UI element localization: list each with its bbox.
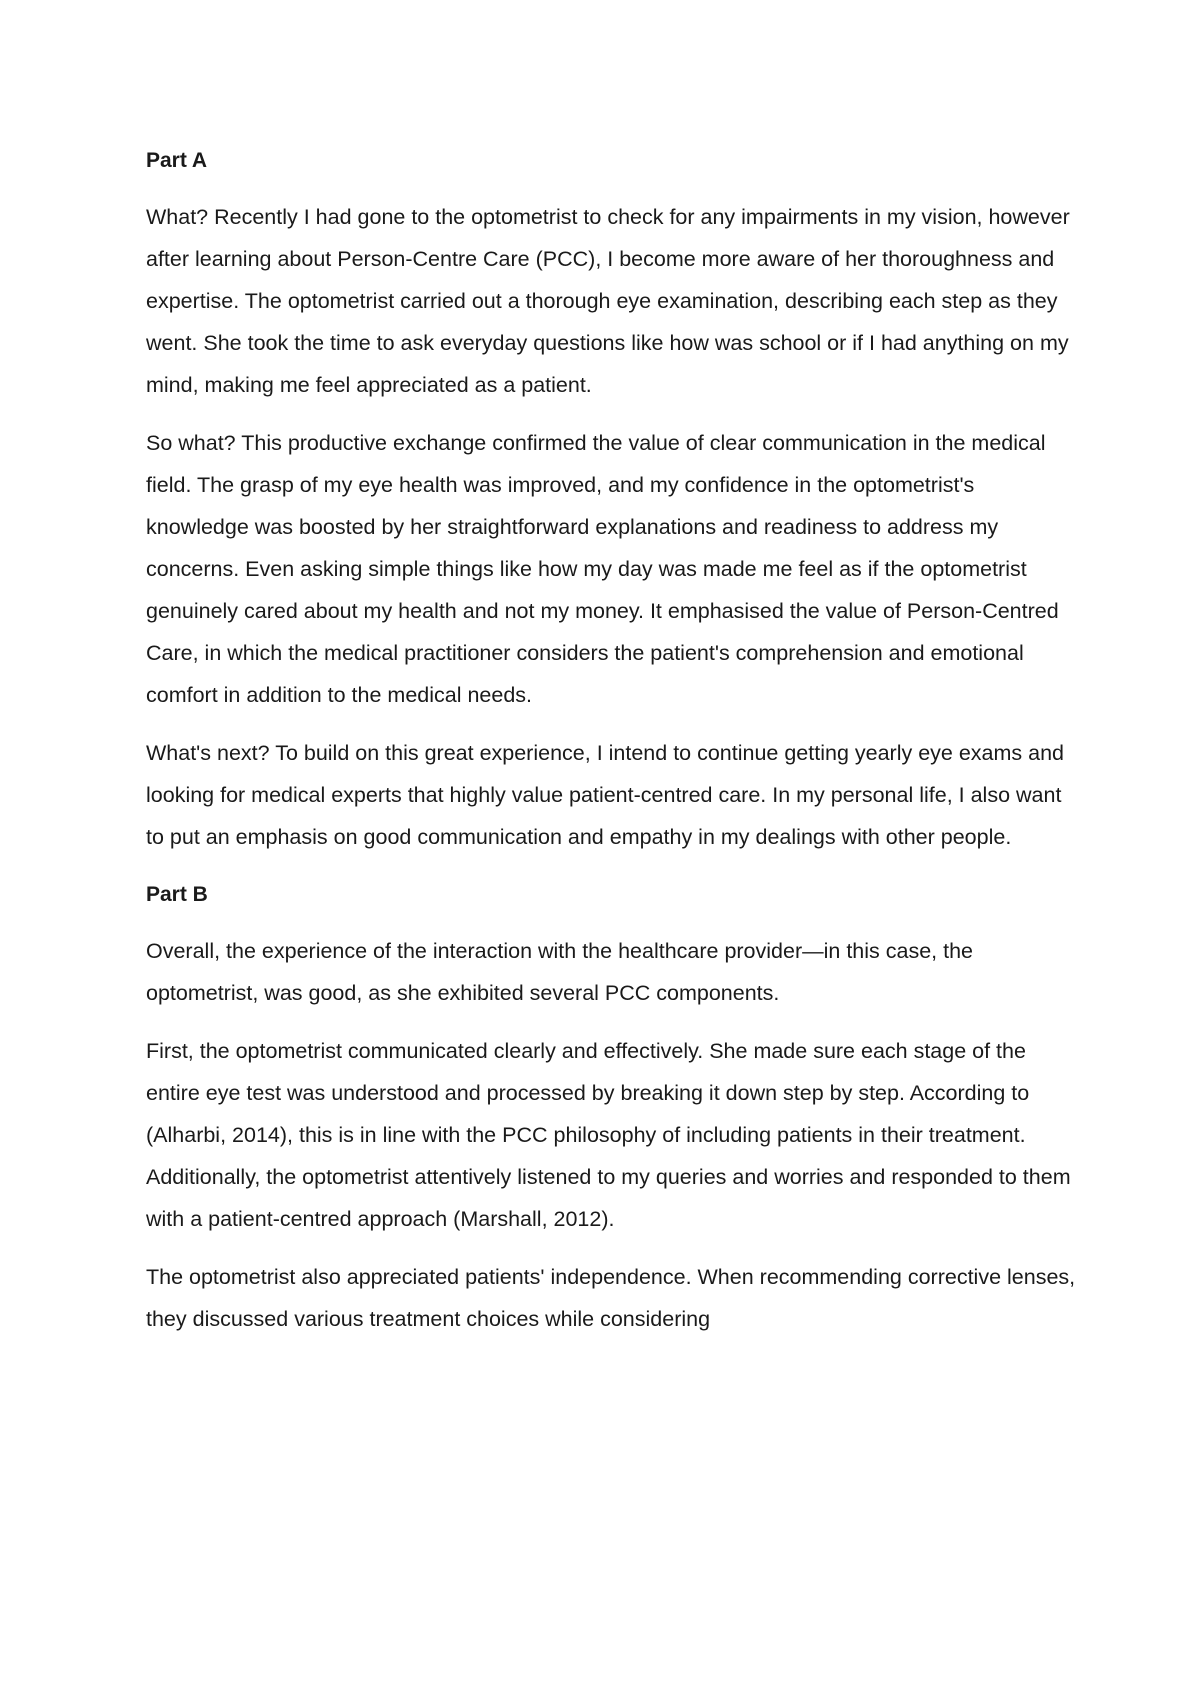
part-a-paragraph-so-what: So what? This productive exchange confirmed the value of clear communication in the medical field. The grasp of my eye health was improved, and my confidence in the optometrist's knowledge was boosted by her straightforward explanations and readiness to address my concerns. Even asking simple things like how my day was made me feel as if the optometrist genuinely cared about my health and not my money. It emphasised the value of Person-Centred Care, in which the medical practitioner considers the patient's comprehension and emotional comfort in addition to the medical needs. [146, 431, 1059, 707]
part-a-paragraph-whats-next: What's next? To build on this great experience, I intend to continue getting yearly eye exams and looking for medical experts that highly value patient-centred care. In my personal life, I also want to put an emphasis on good communication and empathy in my dealings with other people. [146, 741, 1065, 849]
part-b-paragraph-autonomy: The optometrist also appreciated patients' independence. When recommending corrective lenses, they discussed various treatment choices while considering [146, 1265, 1076, 1331]
document-page [146, 140, 1076, 1356]
part-b-paragraph-overall: Overall, the experience of the interaction with the healthcare provider—in this case, the optometrist, was good, as she exhibited several PCC components. [146, 939, 974, 1005]
part-b-paragraph-first: First, the optometrist communicated clearly and effectively. She made sure each stage of the entire eye test was understood and processed by breaking it down step by step. According to (Alharbi, 2014), this is in line with the PCC philosophy of including patients in their treatment. Additionally, the optometrist attentively listened to my queries and worries and responded to them with a patient-centred approach (Marshall, 2012). [146, 1039, 1071, 1231]
part-a-heading: Part A [146, 149, 208, 172]
part-b-heading: Part B [146, 883, 208, 906]
part-a-paragraph-what: What? Recently I had gone to the optometrist to check for any impairments in my vision, however after learning about Person-Centre Care (PCC), I become more aware of her thoroughness and expertise. The optometrist carried out a thorough eye examination, describing each step as they went. She took the time to ask everyday questions like how was school or if I had anything on my mind, making me feel appreciated as a patient. [146, 205, 1070, 397]
